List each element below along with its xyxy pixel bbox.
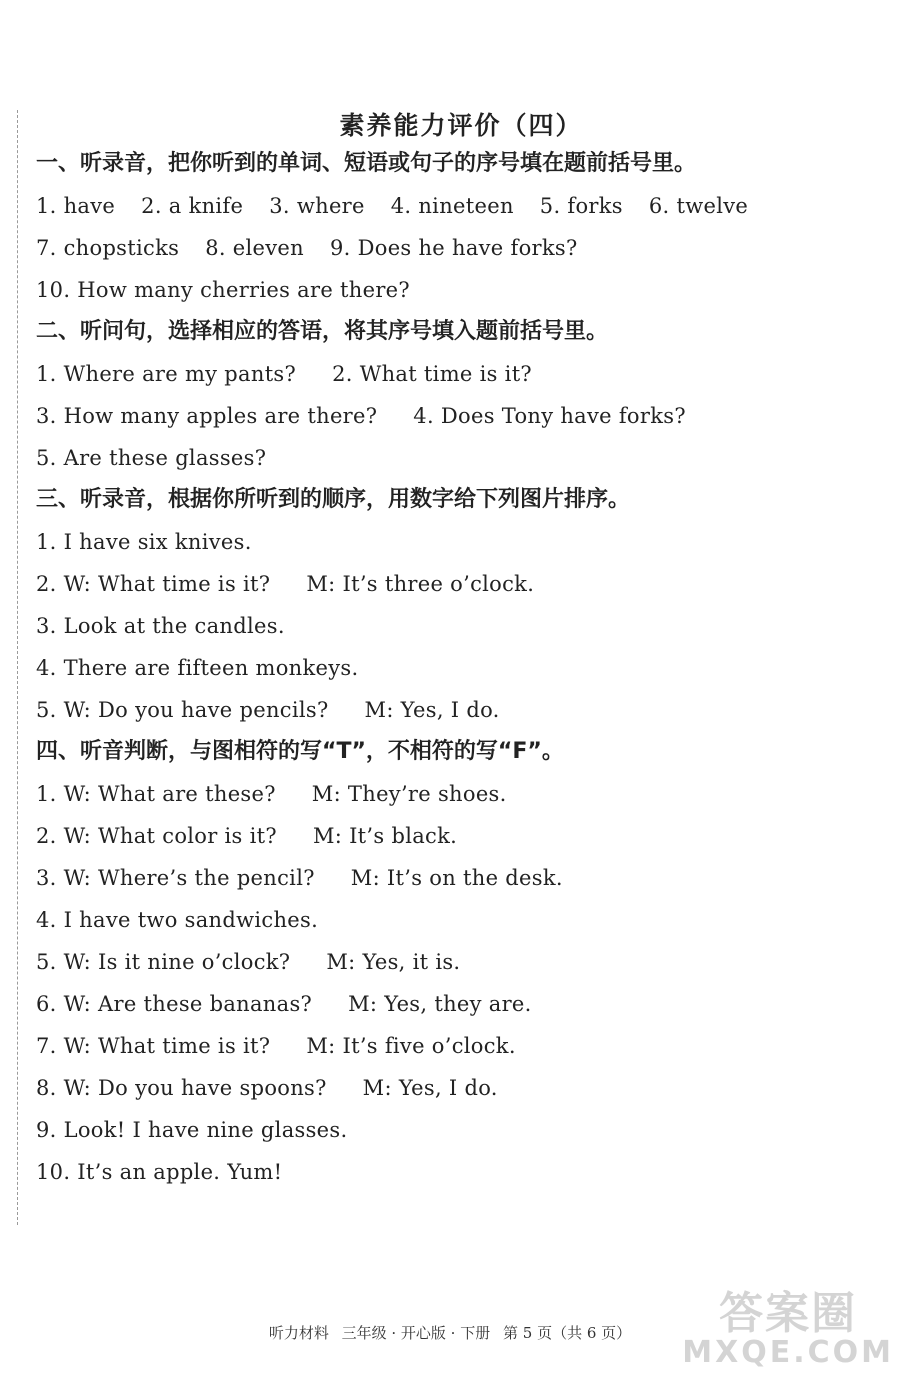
item: 6. twelve (648, 194, 749, 218)
section-1-line-2 (36, 233, 578, 263)
item: M: Yes, they are. (348, 992, 532, 1016)
watermark-logo: 答案圈 (719, 1288, 858, 1339)
item: 5. W: Is it nine o’clock? (36, 950, 291, 974)
section-4-heading: 四、听音判断，与图相符的写“T”，不相符的写“F”。 (36, 739, 564, 764)
item: M: It’s black. (312, 824, 458, 848)
item: M: It’s on the desk. (350, 866, 563, 890)
item: 5. Are these glasses? (36, 446, 267, 470)
item: 7. W: What time is it? (36, 1034, 271, 1058)
item: 5. W: Do you have pencils? (36, 698, 329, 722)
item: M: It’s three o’clock. (306, 572, 535, 596)
section-1-heading: 一、听录音，把你听到的单词、短语或句子的序号填在题前括号里。 (36, 151, 697, 176)
section-4-line-7 (36, 1031, 516, 1061)
item: 9. Look! I have nine glasses. (36, 1118, 348, 1142)
section-4-line-4 (36, 905, 318, 935)
section-4-line-8 (36, 1073, 498, 1103)
section-2-line-2 (36, 401, 686, 431)
section-2-heading: 二、听问句，选择相应的答语，将其序号填入题前括号里。 (36, 319, 609, 344)
item: M: They’re shoes. (311, 782, 507, 806)
item: 4. There are fifteen monkeys. (36, 656, 359, 680)
footer-page-number: 第 5 页（共 6 页） (503, 1324, 632, 1342)
section-4-line-3 (36, 863, 563, 893)
item: 3. How many apples are there? (36, 404, 378, 428)
item: 1. I have six knives. (36, 530, 252, 554)
footer-grade: 三年级 · 开心版 · 下册 (341, 1324, 491, 1342)
section-1-line-3 (36, 275, 410, 305)
section-4-line-5 (36, 947, 460, 977)
item: 9. Does he have forks? (330, 236, 578, 260)
item: M: Yes, I do. (364, 698, 500, 722)
item: 4. nineteen (390, 194, 514, 218)
section-4-line-2 (36, 821, 457, 851)
item: 1. Where are my pants? (36, 362, 297, 386)
section-3-line-2 (36, 569, 534, 599)
item: M: Yes, I do. (362, 1076, 498, 1100)
watermark-domain: MXQE.COM (682, 1335, 894, 1370)
item: 3. where (269, 194, 365, 218)
item: 1. W: What are these? (36, 782, 276, 806)
section-2-line-1 (36, 359, 532, 389)
section-2-line-3 (36, 443, 266, 473)
item: 2. What time is it? (332, 362, 532, 386)
footer-material: 听力材料 (268, 1324, 329, 1342)
page-title: 素养能力评价（四） (339, 111, 583, 140)
item: 7. chopsticks (36, 236, 180, 260)
item: 10. How many cherries are there? (36, 278, 410, 302)
item: 2. W: What time is it? (36, 572, 271, 596)
item: 3. Look at the candles. (36, 614, 285, 638)
section-4-line-1 (36, 779, 507, 809)
item: 6. W: Are these bananas? (36, 992, 313, 1016)
section-3-line-4 (36, 653, 358, 683)
item: 8. eleven (205, 236, 304, 260)
item: 4. Does Tony have forks? (413, 404, 686, 428)
section-4-line-6 (36, 989, 532, 1019)
item: 2. a knife (141, 194, 244, 218)
section-3-heading: 三、听录音，根据你所听到的顺序，用数字给下列图片排序。 (36, 487, 631, 512)
section-1-line-1 (36, 191, 748, 221)
item: 1. have (36, 194, 116, 218)
watermark (682, 1288, 894, 1370)
item: 4. I have two sandwiches. (36, 908, 319, 932)
section-4-line-9 (36, 1115, 347, 1145)
binding-cut-line (17, 110, 18, 1225)
item: M: It’s five o’clock. (306, 1034, 516, 1058)
item: 8. W: Do you have spoons? (36, 1076, 327, 1100)
item: 5. forks (539, 194, 623, 218)
item: 10. It’s an apple. Yum! (36, 1160, 283, 1184)
section-4-line-10 (36, 1157, 282, 1187)
section-3-line-1 (36, 527, 252, 557)
item: 3. W: Where’s the pencil? (36, 866, 315, 890)
item: M: Yes, it is. (326, 950, 461, 974)
section-3-line-3 (36, 611, 285, 641)
section-3-line-5 (36, 695, 500, 725)
item: 2. W: What color is it? (36, 824, 277, 848)
